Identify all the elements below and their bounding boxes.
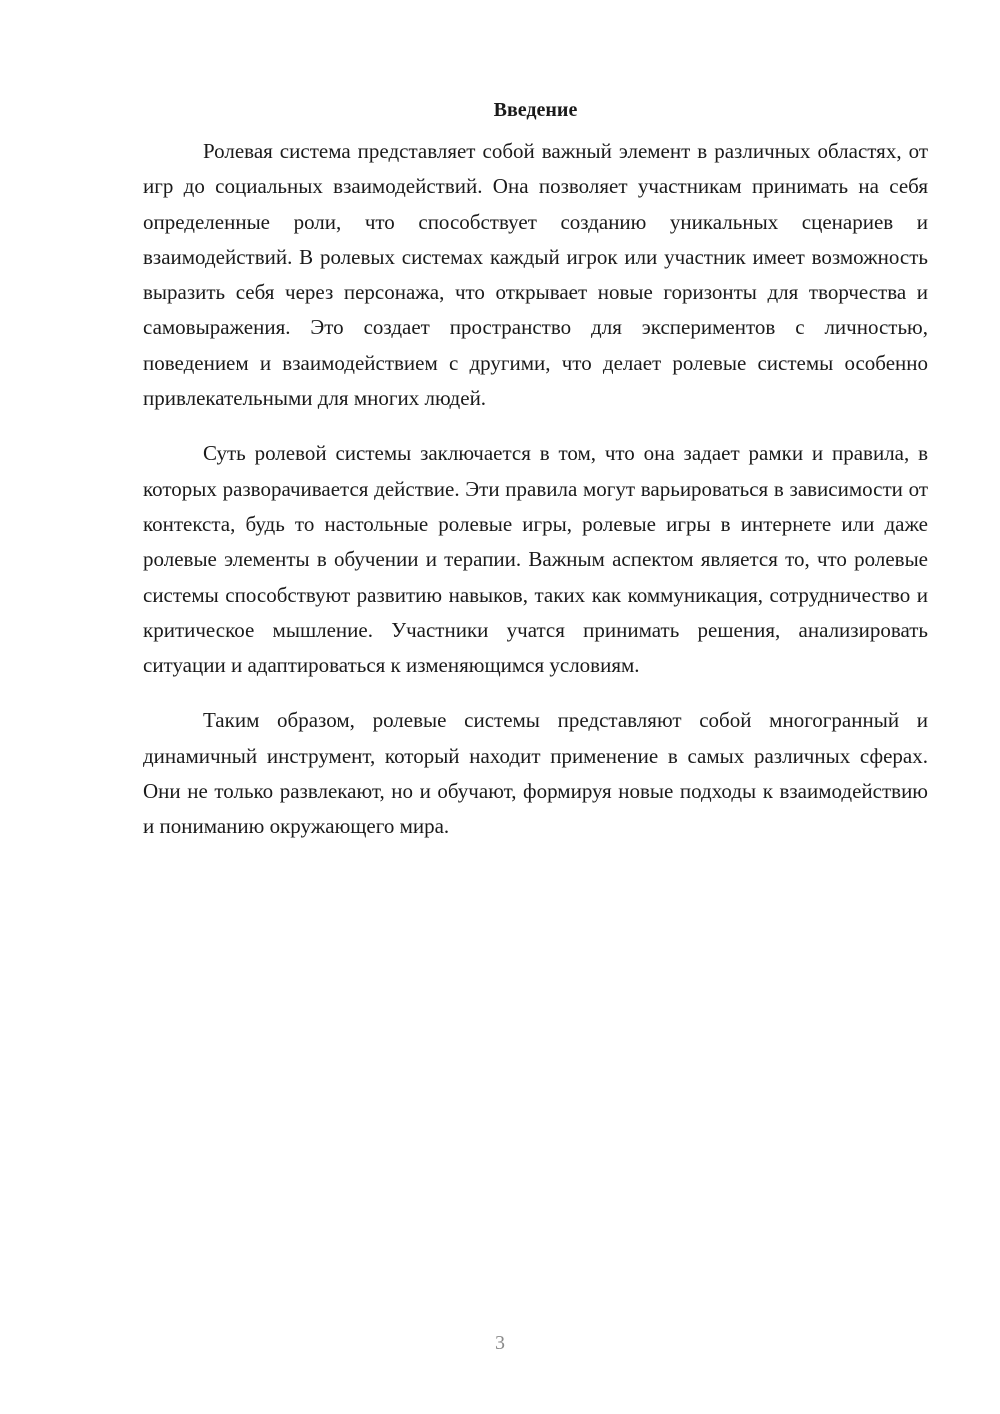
paragraph-1: Ролевая система представляет собой важный элемент в различных областях, от игр до социальных взаимодействий. Она позволяет участникам принимать на себя определенные роли, что способствует созданию уникальных сценариев и взаимодействий. В ролевых системах каждый игрок или участник имеет возможность выразить себя через персонажа, что открывает новые горизонты для творчества и самовыражения. Это создает пространство для экспериментов с личностью, поведением и взаимодействием с другими, что делает ролевые системы особенно привлекательными для многих людей.: [143, 139, 928, 411]
page-content: [143, 92, 928, 865]
section-heading: Введение: [493, 99, 578, 121]
paragraph-3: Таким образом, ролевые системы представляют собой многогранный и динамичный инструмент, который находит применение в самых различных сферах. Они не только развлекают, но и обучают, формируя новые подходы к взаимодействию и пониманию окружающего мира.: [143, 708, 928, 839]
page-number: 3: [495, 1332, 505, 1354]
paragraph-2: Суть ролевой системы заключается в том, что она задает рамки и правила, в которых разворачивается действие. Эти правила могут варьироваться в зависимости от контекста, будь то настольные ролевые игры, ролевые игры в интернете или даже ролевые элементы в обучении и терапии. Важным аспектом является то, что ролевые системы способствуют развитию навыков, таких как коммуникация, сотрудничество и критическое мышление. Участники учатся принимать решения, анализировать ситуации и адаптироваться к изменяющимся условиям.: [143, 441, 928, 678]
